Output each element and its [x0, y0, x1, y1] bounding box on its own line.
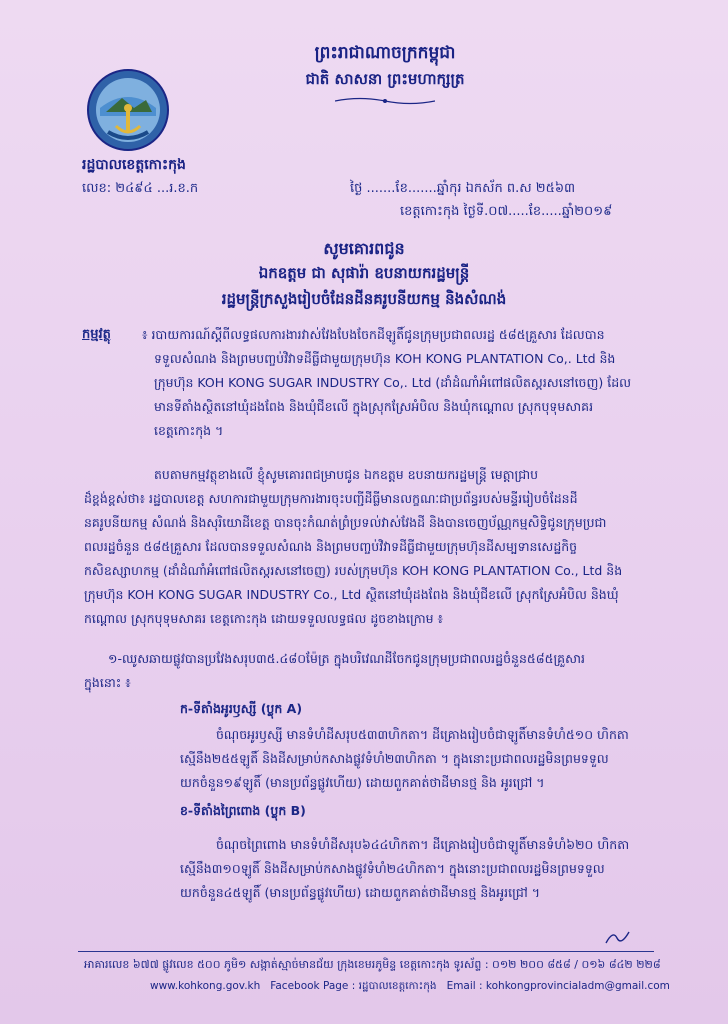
body-line: ក្រុមហ៊ុន KOH KONG SUGAR INDUSTRY Co., Ltd ស្ថិតនៅឃុំដងពែង និងឃុំជីខលើ ស្រុកស្រែអំបិល និងឃុំ: [84, 587, 619, 602]
lunar-date-line: ថ្ងៃ .......ខែ.......ឆ្នាំកុរ ឯកស័ក ព.ស ២៥៦៣: [350, 181, 576, 196]
section-a-line: ស្មើនឹង២៥៥ឡូតិ៍ និងដីសម្រាប់កសាងផ្លូវទំហំ២៣ហិកតា ។ ក្នុងនោះប្រជាពលរដ្ឋមិនព្រមទទួល: [180, 751, 609, 766]
section-b-line: ស្មើនឹង៣១០ឡូតិ៍ និងដីសម្រាប់កសាងផ្លូវទំហំ២៤ហិកតា។ ក្នុងនោះប្រជាពលរដ្ឋមិនព្រមទទួល: [180, 861, 605, 876]
section-a-line: ចំណុចអូរឫស្សី មានទំហំដីសរុប៥៣៣ហិកតា។ ដីគ្រោងរៀបចំជាឡូតិ៍មានទំហំ៥១០ ហិកតា: [216, 727, 629, 742]
recipient-title: រដ្ឋមន្ត្រីក្រសួងរៀបចំដែនដីនគរូបនីយកម្ម និងសំណង់: [221, 290, 507, 308]
section-b-title: ខ-ទីតាំងព្រៃពោង (ប្លុក B): [180, 803, 306, 818]
subject-line: មានទីតាំងស្ថិតនៅឃុំដងពែង និងឃុំជីខលើ ក្នុងស្រុកស្រែអំបិល និងឃុំកណ្ដោល ស្រុកបុទុមសាគរ: [154, 399, 594, 414]
section-b-line: យកចំនួន៤៥ឡូតិ៍ (មានប្រព័ន្ធផ្លូវហើយ) ដោយពួកគាត់ថាដីមានថ្ម និងអូរជ្រៅ ។: [180, 885, 540, 900]
body-line: តបតាមកម្មវត្ថុខាងលើ ខ្ញុំសូមគោរពជម្រាបជូន ឯកឧត្តម ឧបនាយករដ្ឋមន្ត្រី មេត្តាជ្រាប: [154, 467, 539, 482]
ornament-divider-icon: [335, 96, 435, 106]
footer-divider: [78, 951, 654, 952]
item-1-line: ១-ឈូសឆាយផ្លូវបានប្រវែងសរុប៣៥.៤៨០ម៉ែត្រ ក្នុងបរិវេណដីចែកជូនក្រុមប្រជាពលរដ្ឋចំនួន៥៨៥គ្រួសារ: [108, 651, 585, 666]
footer-email: Email : kohkongprovincialadm@gmail.com: [446, 980, 670, 992]
body-line: កណ្ដោល ស្រុកបុទុមសាគរ ខេត្តកោះកុង ដោយទទួលលទ្ធផល ដូចខាងក្រោម ៖: [84, 611, 444, 626]
footer-website-link[interactable]: www.kohkong.gov.kh: [150, 980, 261, 992]
body-line: នគរូបនីយកម្ម សំណង់ និងសុរិយោដីខេត្ត បានចុះកំណត់ព្រំប្រទល់វាស់វែងដី និងបានចេញប័ណ្ណកម្មសិទ្ធិជូនក្រុមប្រជា: [84, 515, 607, 530]
footer-contacts: [150, 980, 670, 995]
issuing-authority: រដ្ឋបាលខេត្តកោះកុង: [82, 157, 186, 173]
footer-address: អាគារលេខ ៦៧៧ ផ្លូវលេខ ៥០០ ភូមិ១ សង្កាត់ស្មាច់មានជ័យ ក្រុងខេមរភូមិន្ទ ខេត្តកោះកុង ទូរស័ព្ទ : ០១២ ២០០ ៨៥៨ / ០១៦ ៨៤២ ២២៨: [84, 958, 661, 971]
reference-number: លេខ: ២៤៩៤ ...រ.ខ.ក: [82, 181, 199, 196]
section-a-line: យកចំនួន១៩ឡូតិ៍ (មានប្រព័ន្ធផ្លូវហើយ) ដោយពួកគាត់ថាដីមានថ្ម និង អូរជ្រៅ ។: [180, 775, 545, 790]
initials-signature: [603, 928, 633, 948]
subject-line: ទទួលសំណង និងព្រមបញ្ចប់វិវាទដីធ្លីជាមួយក្រុមហ៊ុន KOH KONG PLANTATION Co,. Ltd និង: [154, 351, 616, 366]
body-line: ពលរដ្ឋចំនួន ៥៨៥គ្រួសារ ដែលបានទទួលសំណង និងព្រមបញ្ចប់វិវាទដីធ្លីជាមួយក្រុមហ៊ុនដីសម្បទានសេដ្ឋកិច្ច: [84, 539, 578, 554]
provincial-seal-logo: [86, 68, 170, 152]
section-b-line: ចំណុចព្រៃពោង មានទំហំដីសរុប៦៤៤ហិកតា។ ដីគ្រោងរៀបចំជាឡូតិ៍មានទំហំ៦២០ ហិកតា: [216, 837, 630, 852]
salutation: សូមគោរពជូន: [323, 239, 405, 258]
body-line: ដ៏ខ្ពង់ខ្ពស់ថា៖ រដ្ឋបាលខេត្ត សហការជាមួយក្រុមការងារចុះបញ្ជីដីធ្លីមានលក្ខណៈជាប្រព័ន្ធរបស់មន្ទីររៀបចំដែនដី: [84, 491, 578, 506]
subject-line: ៖ របាយការណ៍ស្ដីពីលទ្ធផលការងារវាស់វែងបែងចែកដីឡូតិ៍ជូនក្រុមប្រជាពលរដ្ឋ ៥៨៥គ្រួសារ ដែលបាន: [142, 327, 605, 342]
kingdom-title: ព្រះរាជាណាចក្រកម្ពុជា: [314, 43, 456, 63]
recipient-name: ឯកឧត្តម ជា សុផារ៉ា ឧបនាយករដ្ឋមន្ត្រី: [258, 264, 470, 282]
section-a-title: ក-ទីតាំងអូរឫស្សី (ប្លុក A): [180, 701, 303, 716]
body-line: កសិឧស្សាហកម្ម (ដាំដំណាំអំពៅផលិតស្ករសនៅចេញ) របស់ក្រុមហ៊ុន KOH KONG PLANTATION Co., Ltd និង: [84, 563, 623, 578]
solar-date-line: ខេត្តកោះកុង ថ្ងៃទី.០៧.....ខែ.....ឆ្នាំ២០១៩: [400, 204, 613, 219]
footer-facebook: Facebook Page : រដ្ឋបាលខេត្តកោះកុង: [270, 980, 437, 992]
subject-line: ខេត្តកោះកុង ។: [154, 423, 224, 438]
item-1-line: ក្នុងនោះ ៖: [84, 675, 131, 690]
subject-line: ក្រុមហ៊ុន KOH KONG SUGAR INDUSTRY Co,. Ltd (ដាំដំណាំអំពៅផលិតស្ករសនៅចេញ) ដែល: [154, 375, 632, 390]
national-motto: ជាតិ សាសនា ព្រះមហាក្សត្រ: [305, 70, 465, 88]
subject-label: កម្មវត្ថុ: [82, 327, 111, 342]
